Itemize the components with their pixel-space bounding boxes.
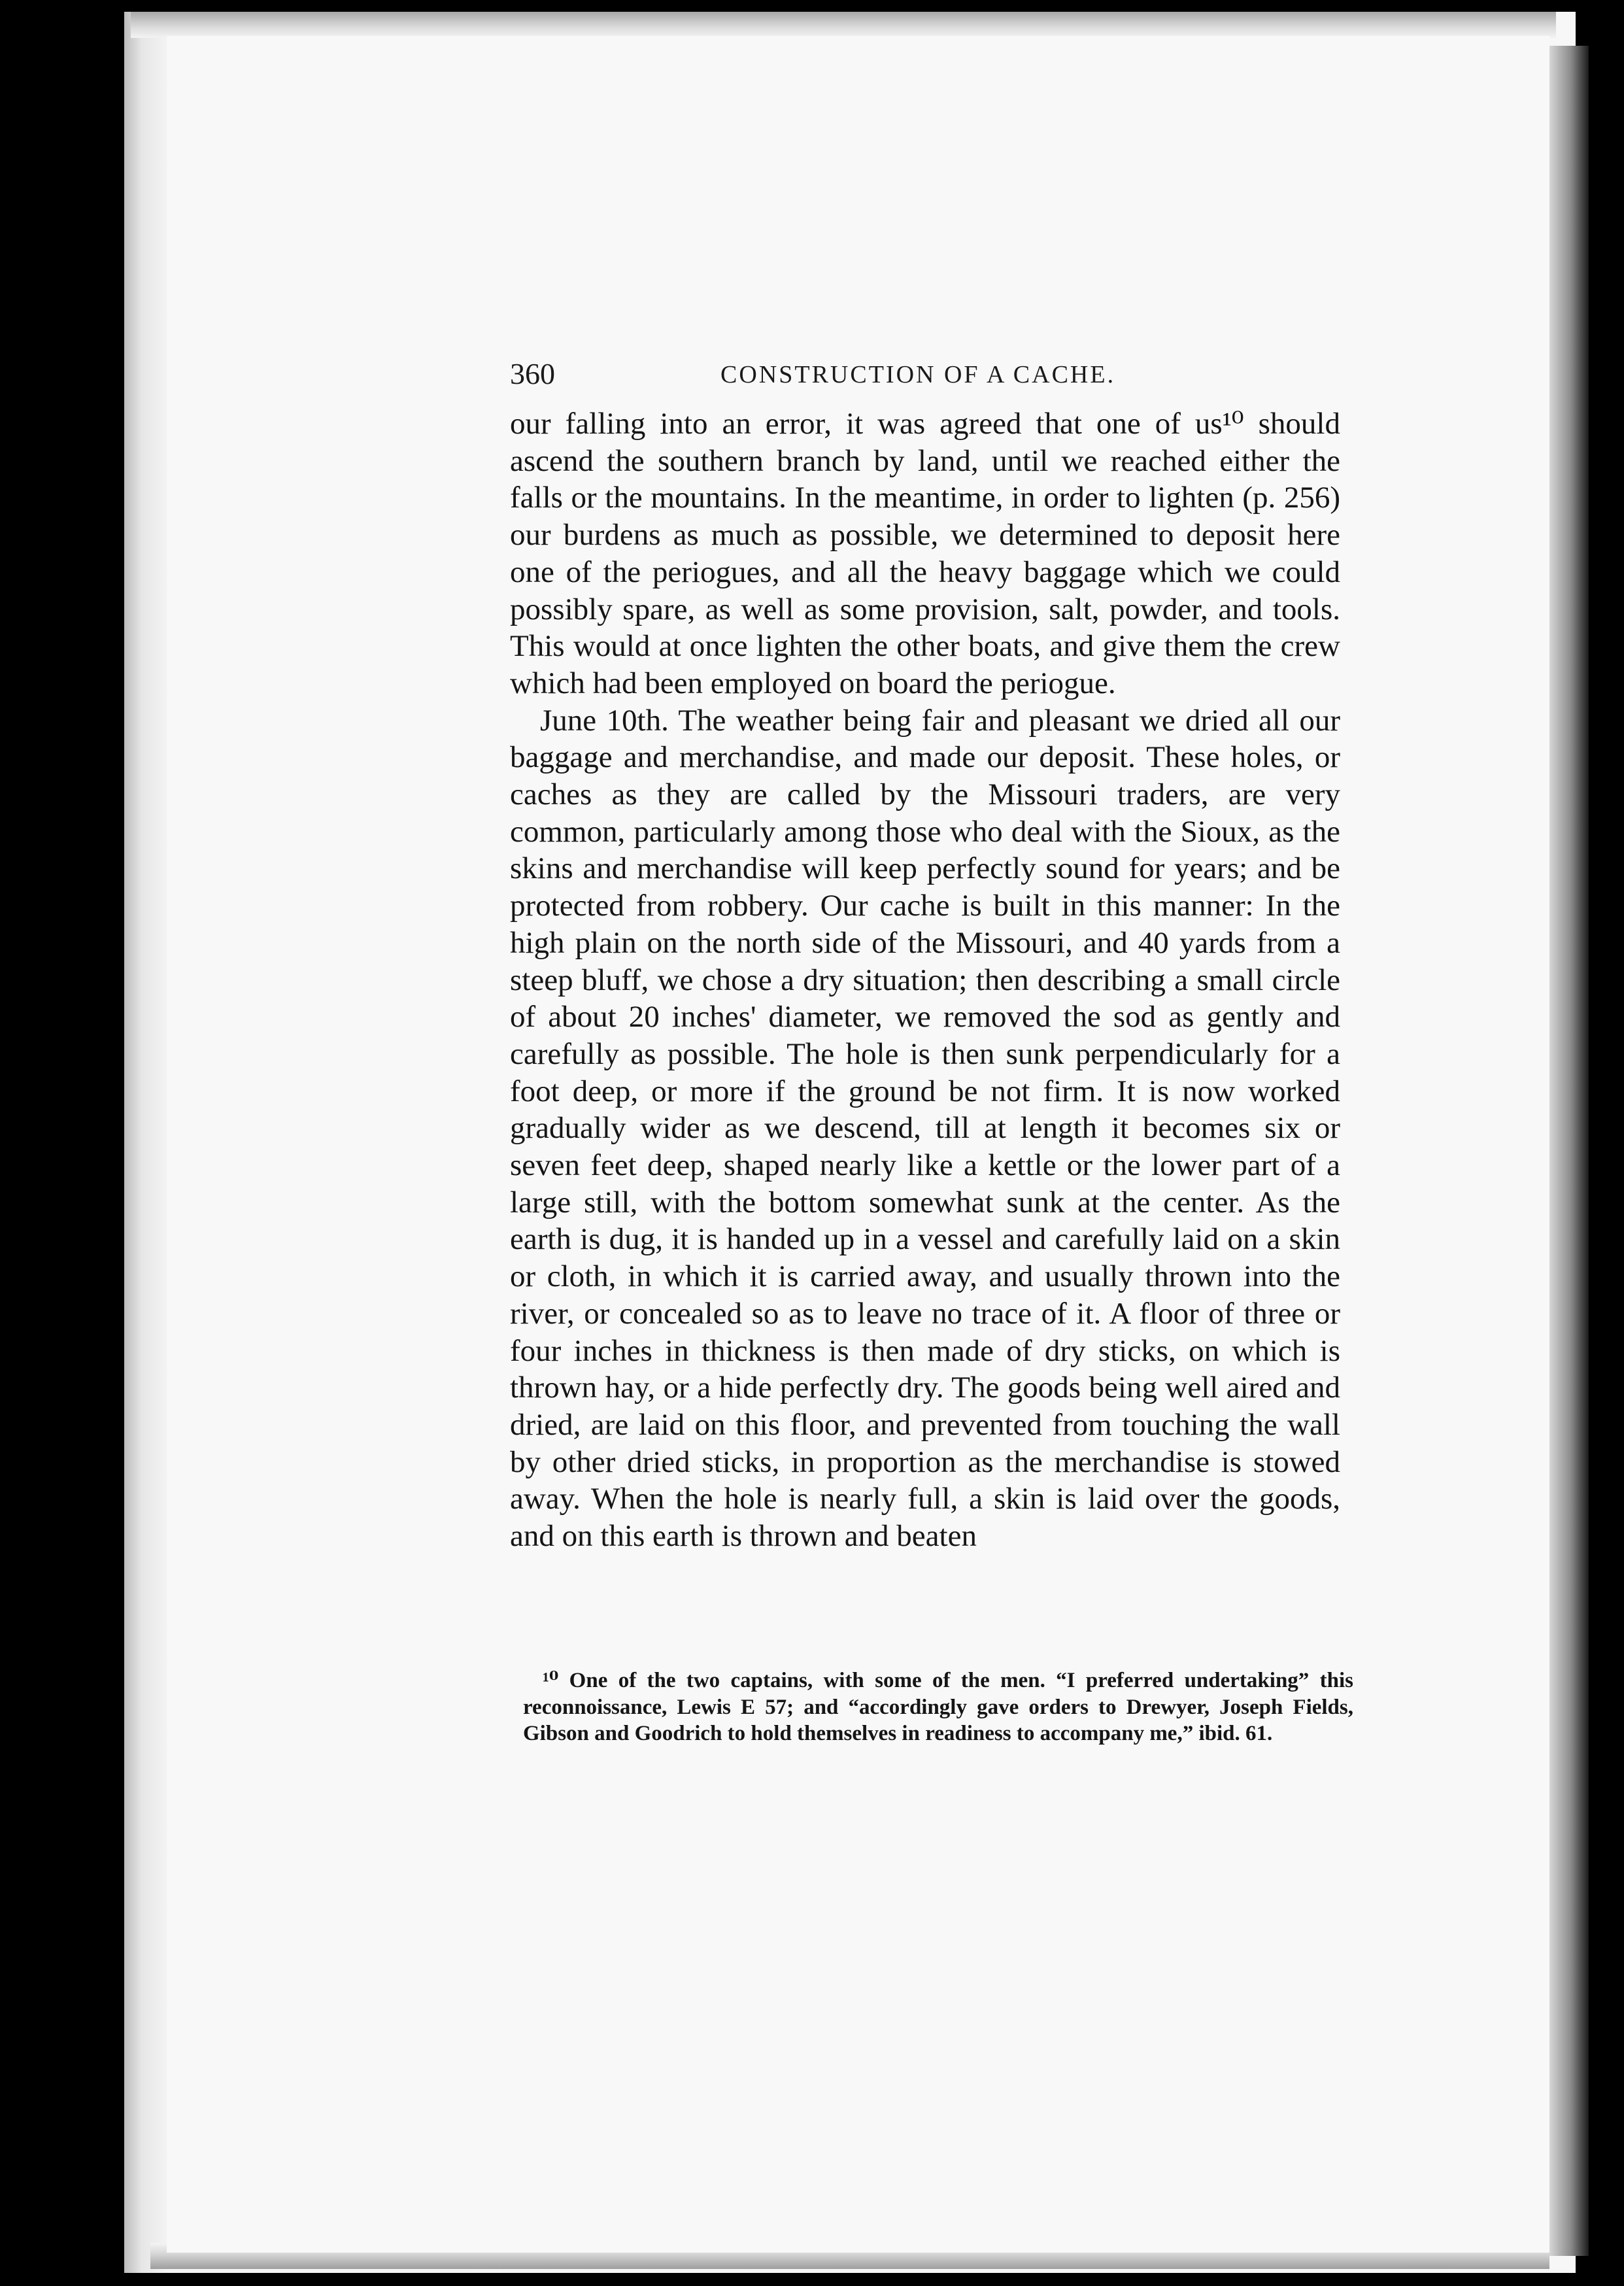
binding-shadow bbox=[1549, 46, 1589, 2256]
paragraph: June 10th. The weather being fair and pleasant we dried all our baggage and merchandise, and made our deposit. These holes, or caches as they are called by the Missouri traders, are very common, particularly among those who deal with the Sioux, as the skins and merchandise will keep perfectly sound for years; and be protected from robbery. Our cache is built in this manner: In the high plain on the north side of the Missouri, and 40 yards from a steep bluff, we chose a dry situation; then describing a small circle of about 20 inches' diameter, we removed the sod as gently and carefully as possible. The hole is then sunk perpendicularly for a foot deep, or more if the ground be not firm. It is now worked gradually wider as we descend, till at length it becomes six or seven feet deep, shaped nearly like a kettle or the lower part of a large still, with the bottom somewhat sunk at the center. As the earth is dug, it is handed up in a vessel and carefully laid on a skin or cloth, in which it is carried away, and usually thrown into the river, or concealed so as to leave no trace of it. A floor of three or four inches in thickness is then made of dry sticks, on which is thrown hay, or a hide perfectly dry. The goods being well aired and dried, are laid on this floor, and prevented from touching the wall by other dried sticks, in proportion as the merchandise is stowed away. When the hole is nearly full, a skin is laid over the goods, and on this earth is thrown and beaten bbox=[510, 703, 1340, 1554]
footnote-text: ¹⁰ One of the two captains, with some of the men. “I preferred undertaking” this reconnoissance, Lewis E 57; and “accordingly gave orders to Drewyer, Joseph Fields, Gibson and Goodrich to hold themselves in readiness to accompany me,” ibid. 61. bbox=[523, 1669, 1353, 1745]
footnote bbox=[523, 1667, 1353, 1747]
top-page-edge bbox=[131, 12, 1556, 38]
paragraph: our falling into an error, it was agreed that one of us¹⁰ should ascend the southern branch by land, until we reached either the falls or the mountains. In the meantime, in order to lighten (p. 256) our burdens as much as possible, we determined to deposit here one of the periogues, and all the heavy baggage which we could possibly spare, as well as some provision, salt, powder, and tools. This would at once lighten the other boats, and give them the crew which had been employed on board the periogue. bbox=[510, 407, 1340, 700]
page-header bbox=[510, 356, 1360, 396]
running-head: CONSTRUCTION OF A CACHE. bbox=[720, 361, 1116, 388]
page-number: 360 bbox=[510, 357, 555, 390]
body-text bbox=[510, 405, 1340, 1555]
